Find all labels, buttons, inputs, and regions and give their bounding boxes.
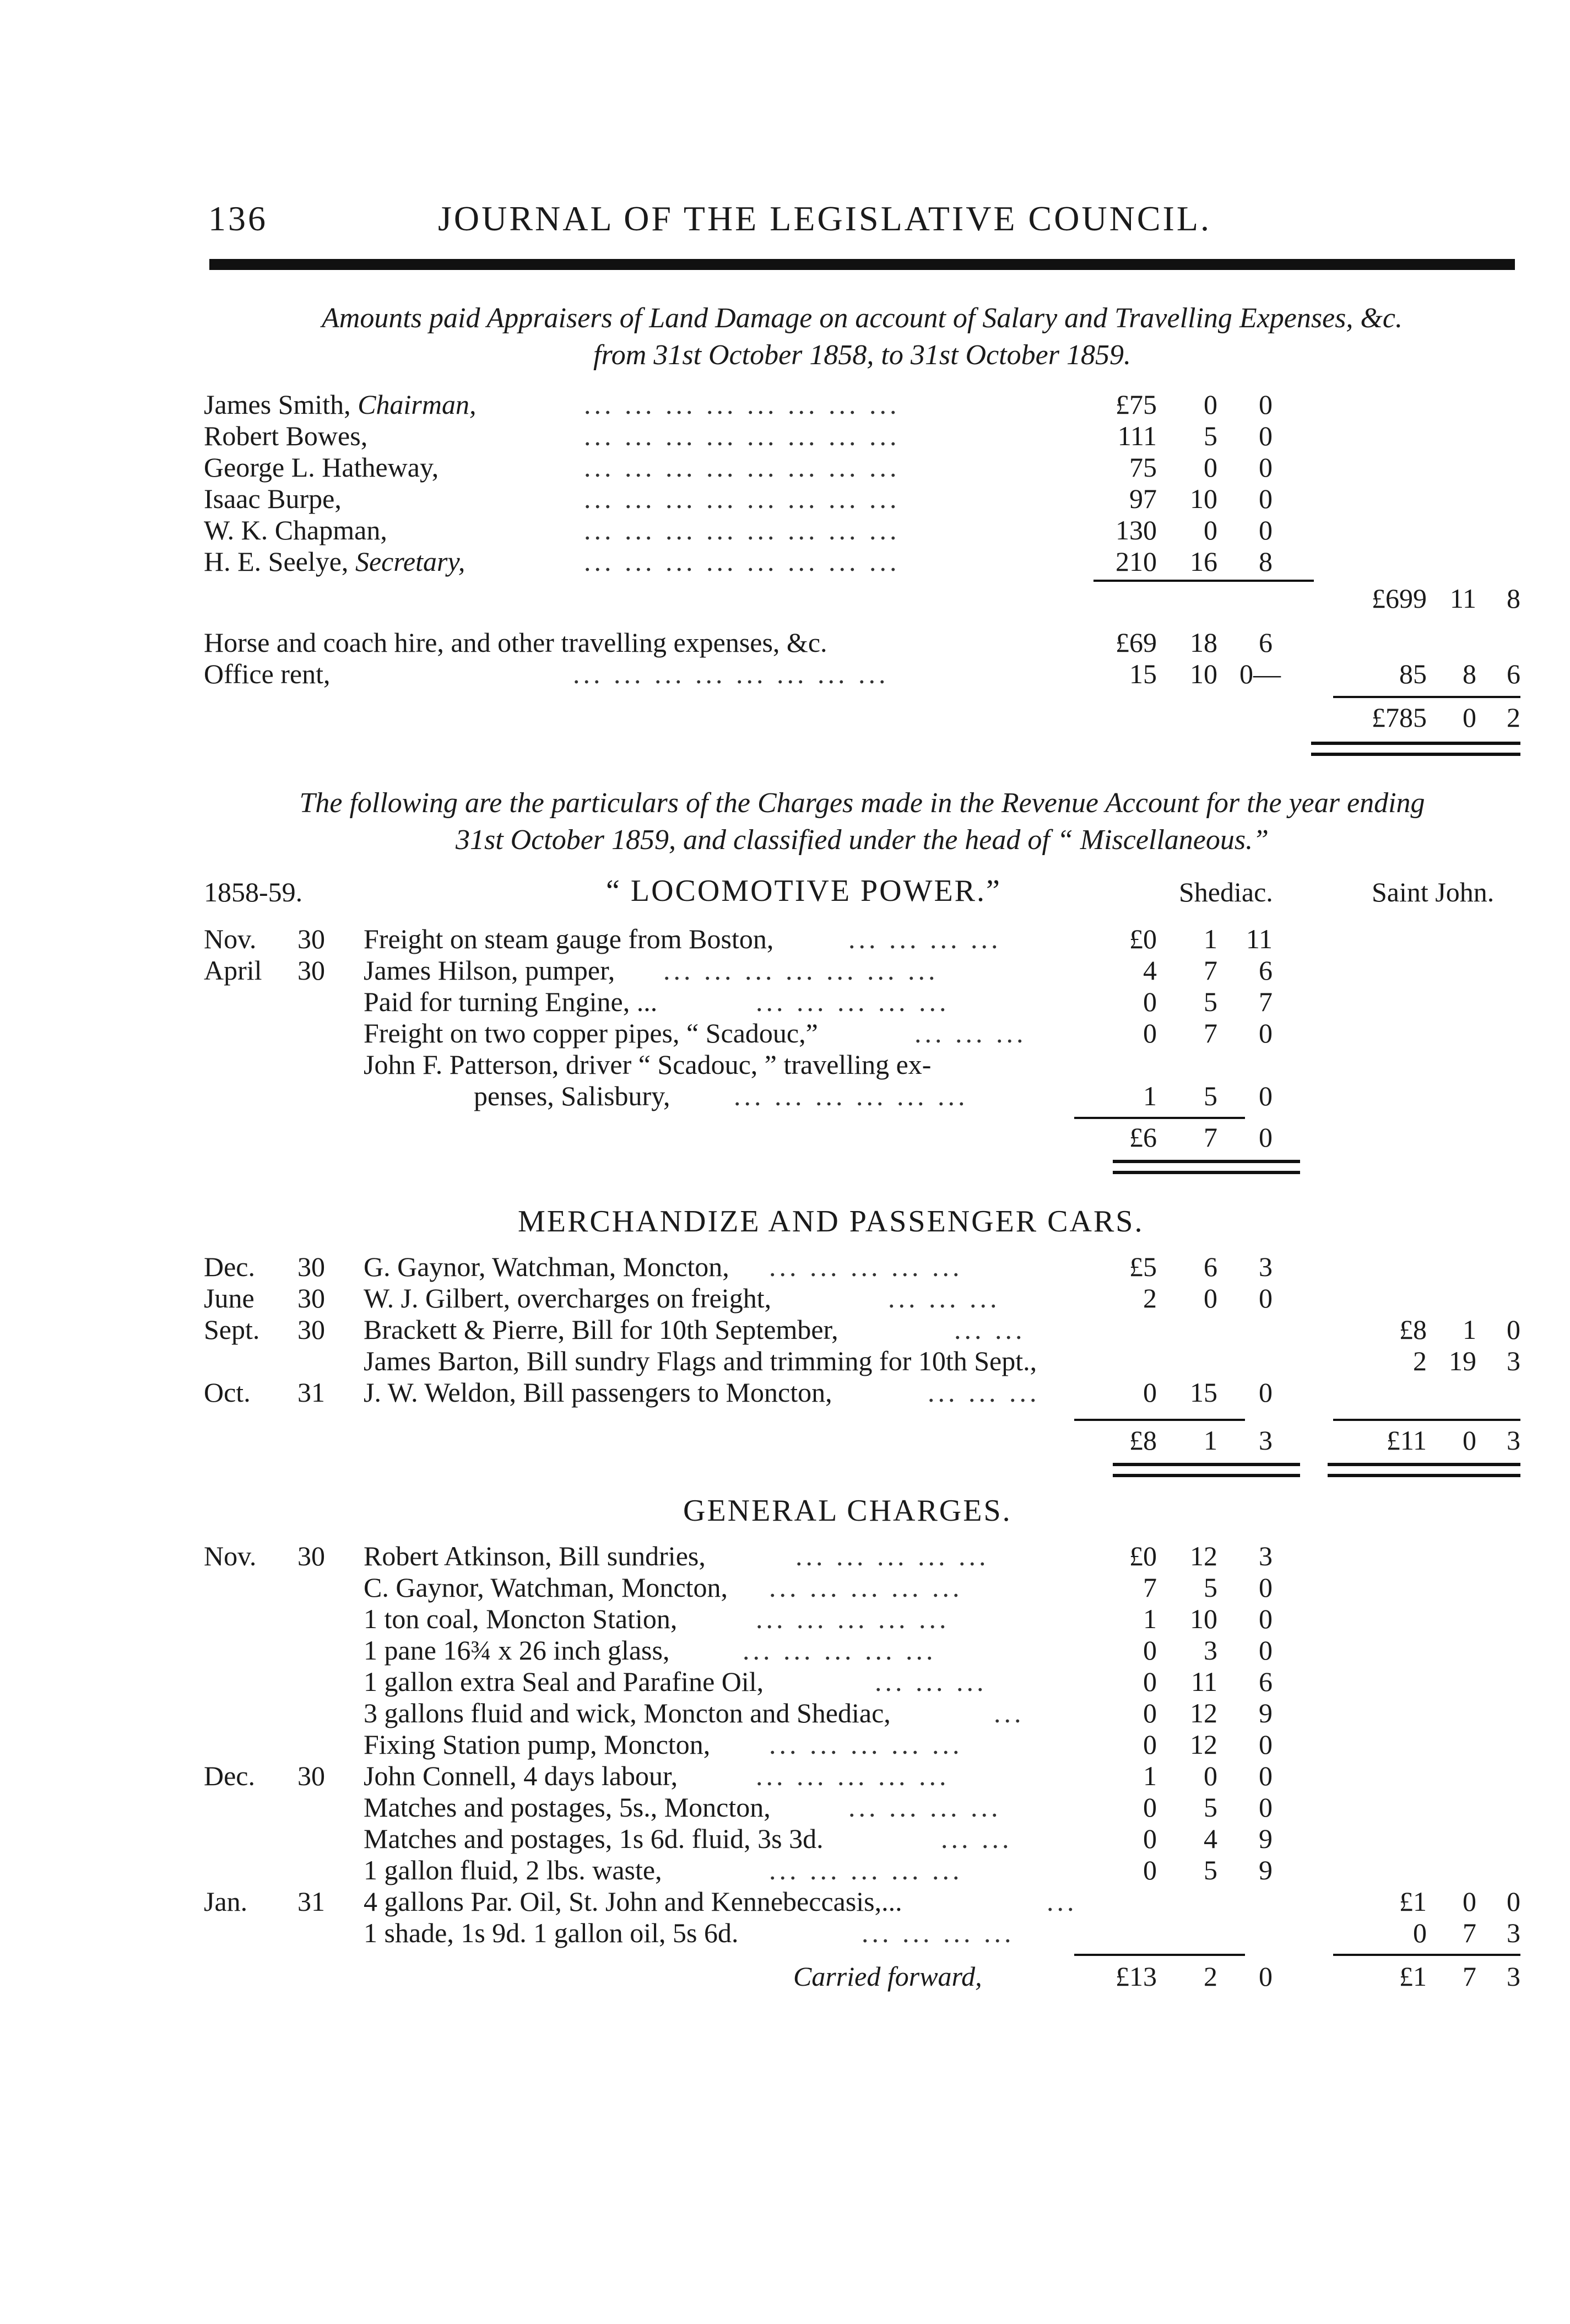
appraisers-total-row	[0, 701, 1570, 733]
leader-dots: ... ... ... ... ...	[756, 1603, 950, 1634]
general-row	[0, 1854, 1570, 1886]
leader-dots: ... ... ... ... ... ... ... ...	[584, 452, 900, 483]
general-heading: GENERAL CHARGES.	[683, 1494, 1012, 1528]
entry-description: 3 gallons fluid and wick, Moncton and Shediac,	[364, 1698, 891, 1728]
entry-description: C. Gaynor, Watchman, Moncton,	[364, 1572, 728, 1603]
amount-pence: 3	[1507, 1425, 1520, 1456]
amount-pence: 0	[1259, 1792, 1273, 1823]
general-row	[0, 1540, 1570, 1572]
entry-day: 31	[297, 1377, 325, 1408]
leader-dots: ... ... ... ... ... ... ... ...	[584, 389, 900, 420]
entry-day: 31	[297, 1886, 325, 1917]
leader-dots: ... ... ... ... ...	[795, 1541, 989, 1571]
amount-shillings: 1	[1204, 923, 1217, 954]
amount-pounds: 111	[1117, 420, 1157, 451]
amount-pence: 6	[1259, 627, 1273, 658]
amount-shillings: 0	[1463, 1886, 1476, 1917]
amount-pence: 0	[1259, 452, 1273, 483]
amount-pence: 3	[1507, 1345, 1520, 1376]
general-row	[0, 1885, 1570, 1917]
amount-shillings: 5	[1204, 1080, 1217, 1111]
expense-name: Office rent,	[204, 658, 331, 689]
merch-double-rule	[1113, 1463, 1300, 1477]
general-total-rule	[1074, 1954, 1245, 1956]
column-shediac: Shediac.	[1179, 877, 1273, 907]
amount-pounds: 0	[1413, 1917, 1427, 1948]
amount-pounds: £8	[1399, 1314, 1427, 1345]
amount-shillings: 10	[1190, 1603, 1217, 1634]
entry-day: 30	[297, 955, 325, 986]
appraiser-name: H. E. Seelye, Secretary,	[204, 546, 465, 577]
amount-pounds: £785	[1372, 702, 1427, 733]
amount-pounds: 0	[1143, 1377, 1157, 1408]
general-row	[0, 1603, 1570, 1635]
amount-pence: 0	[1259, 1018, 1273, 1048]
leader-dots: ... ... ... ... ...	[756, 986, 950, 1017]
amount-pence: 0	[1259, 1603, 1273, 1634]
appraiser-name: Isaac Burpe,	[204, 483, 342, 514]
amount-pence: 0	[1259, 1729, 1273, 1760]
appraiser-row	[0, 451, 1570, 483]
entry-description: Robert Atkinson, Bill sundries,	[364, 1541, 706, 1571]
amount-pence: 0	[1259, 420, 1273, 451]
amount-pence: 0	[1507, 1886, 1520, 1917]
amount-pounds: 85	[1399, 658, 1427, 689]
locomotive-row	[0, 1017, 1570, 1049]
amount-pence: 6	[1507, 658, 1520, 689]
amount-pence: 0	[1259, 389, 1273, 420]
amount-shillings: 5	[1204, 1855, 1217, 1885]
amount-pounds: 2	[1413, 1345, 1427, 1376]
amount-shillings: 12	[1190, 1541, 1217, 1571]
amount-pence: 6	[1259, 1666, 1273, 1697]
amount-pounds: 1	[1143, 1080, 1157, 1111]
appraiser-name: W. K. Chapman,	[204, 515, 387, 545]
amount-pence: 0	[1259, 515, 1273, 545]
leader-dots: ... ... ... ... ... ... ...	[663, 955, 939, 986]
amount-shillings: 19	[1449, 1345, 1476, 1376]
leader-dots: ... ... ... ...	[862, 1917, 1015, 1948]
amount-pounds: £13	[1116, 1961, 1157, 1992]
amount-pounds: 2	[1143, 1283, 1157, 1314]
entry-day: 30	[297, 923, 325, 954]
appraisers-caption-2: from 31st October 1858, to 31st October 1859.	[593, 339, 1131, 371]
amount-pence: 0	[1259, 1080, 1273, 1111]
misc-caption-2: 31st October 1859, and classified under the head of “ Miscellaneous.”	[455, 824, 1269, 856]
amount-shillings: 0	[1204, 515, 1217, 545]
leader-dots: ... ... ... ... ... ... ... ...	[584, 515, 900, 545]
amount-shillings: 10	[1190, 483, 1217, 514]
amount-shillings: 7	[1204, 1122, 1217, 1153]
entry-description: James Hilson, pumper,	[364, 955, 615, 986]
amount-shillings: 11	[1449, 583, 1476, 614]
leader-dots: ... ... ...	[914, 1018, 1027, 1048]
amount-pence: 2	[1507, 702, 1520, 733]
amount-shillings: 0	[1204, 1283, 1217, 1314]
merch-sj-total-rule	[1333, 1419, 1520, 1421]
leader-dots: ... ... ... ... ...	[769, 1251, 963, 1282]
entry-description: G. Gaynor, Watchman, Moncton,	[364, 1251, 729, 1282]
amount-pence: 9	[1259, 1698, 1273, 1728]
leader-dots: ... ... ... ... ... ... ... ...	[584, 483, 900, 514]
amount-pence: 0—	[1239, 658, 1281, 689]
entry-month: Dec.	[204, 1760, 255, 1791]
amount-pounds: £11	[1386, 1425, 1427, 1456]
appraisers-caption-1: Amounts paid Appraisers of Land Damage on account of Salary and Travelling Expenses, &c.	[322, 302, 1403, 334]
locomotive-row	[0, 954, 1570, 986]
amount-shillings: 0	[1463, 702, 1476, 733]
amount-pounds: £1	[1399, 1961, 1427, 1992]
amount-pence: 8	[1507, 583, 1520, 614]
entry-month: Oct.	[204, 1377, 251, 1408]
amount-shillings: 0	[1204, 1760, 1217, 1791]
entry-month: Nov.	[204, 923, 257, 954]
locomotive-row	[0, 1080, 1570, 1112]
amount-pounds: £75	[1116, 389, 1157, 420]
amount-shillings: 6	[1204, 1251, 1217, 1282]
amount-pence: 0	[1507, 1314, 1520, 1345]
locomotive-row	[0, 1048, 1570, 1080]
general-row	[0, 1571, 1570, 1603]
entry-day: 30	[297, 1283, 325, 1314]
entry-description: Brackett & Pierre, Bill for 10th September,	[364, 1314, 838, 1345]
entry-day: 30	[297, 1760, 325, 1791]
amount-pence: 6	[1259, 955, 1273, 986]
entry-description: 1 shade, 1s 9d. 1 gallon oil, 5s 6d.	[364, 1917, 739, 1948]
total-rule	[1333, 696, 1520, 698]
amount-shillings: 10	[1190, 658, 1217, 689]
merch-row	[0, 1251, 1570, 1283]
amount-pounds: 1	[1143, 1603, 1157, 1634]
entry-day: 30	[297, 1541, 325, 1571]
loco-double-rule	[1113, 1160, 1300, 1174]
appraiser-name: Robert Bowes,	[204, 420, 368, 451]
appraiser-name: George L. Hatheway,	[204, 452, 439, 483]
amount-shillings: 5	[1204, 986, 1217, 1017]
amount-shillings: 4	[1204, 1823, 1217, 1854]
amount-pounds: £0	[1129, 923, 1157, 954]
amount-pence: 0	[1259, 483, 1273, 514]
leader-dots: ... ... ... ... ... ... ... ...	[573, 658, 889, 689]
amount-shillings: 5	[1204, 420, 1217, 451]
leader-dots: ... ... ... ... ...	[743, 1635, 936, 1666]
amount-shillings: 7	[1463, 1961, 1476, 1992]
leader-dots: ... ... ... ... ...	[769, 1729, 963, 1760]
leader-dots: ... ... ... ... ...	[769, 1855, 963, 1885]
merch-heading: MERCHANDIZE AND PASSENGER CARS.	[518, 1204, 1144, 1239]
entry-month: Sept.	[204, 1314, 260, 1345]
entry-description: Matches and postages, 5s., Moncton,	[364, 1792, 771, 1823]
carried-forward-row	[0, 1960, 1570, 1992]
amount-shillings: 15	[1190, 1377, 1217, 1408]
general-row	[0, 1728, 1570, 1760]
amount-pounds: £8	[1129, 1425, 1157, 1456]
header-rule	[209, 259, 1515, 270]
amount-pounds: 0	[1143, 986, 1157, 1017]
locomotive-total-row	[0, 1121, 1570, 1153]
appraiser-name: James Smith, Chairman,	[204, 389, 477, 420]
appraiser-role: Chairman,	[358, 389, 477, 420]
entry-day: 30	[297, 1251, 325, 1282]
amount-pounds: 0	[1143, 1729, 1157, 1760]
amount-shillings: 12	[1190, 1698, 1217, 1728]
amount-pounds: £6	[1129, 1122, 1157, 1153]
appraiser-row	[0, 388, 1570, 420]
amount-pounds: £69	[1116, 627, 1157, 658]
merch-row	[0, 1376, 1570, 1408]
amount-pounds: 97	[1129, 483, 1157, 514]
amount-pence: 9	[1259, 1855, 1273, 1885]
amount-pence: 0	[1259, 1122, 1273, 1153]
entry-description: Fixing Station pump, Moncton,	[364, 1729, 711, 1760]
amount-shillings: 8	[1463, 658, 1476, 689]
amount-pounds: 0	[1143, 1018, 1157, 1048]
amount-pence: 9	[1259, 1823, 1273, 1854]
entry-description: W. J. Gilbert, overcharges on freight,	[364, 1283, 772, 1314]
leader-dots: ... ... ... ...	[848, 923, 1001, 954]
general-row	[0, 1917, 1570, 1949]
column-saint-john: Saint John.	[1372, 877, 1495, 907]
merch-sj-double-rule	[1328, 1463, 1520, 1477]
amount-shillings: 7	[1463, 1917, 1476, 1948]
amount-pence: 0	[1259, 1283, 1273, 1314]
amount-shillings: 0	[1204, 452, 1217, 483]
page-number: 136	[208, 199, 268, 238]
misc-caption-1: The following are the particulars of the Charges made in the Revenue Account for the year ending	[299, 787, 1425, 819]
amount-pounds: 0	[1143, 1635, 1157, 1666]
amount-pounds: 0	[1143, 1855, 1157, 1885]
amount-pounds: 75	[1129, 452, 1157, 483]
amount-pence: 3	[1507, 1961, 1520, 1992]
amount-pounds: 0	[1143, 1698, 1157, 1728]
amount-shillings: 0	[1204, 389, 1217, 420]
other-expense-row	[0, 658, 1570, 690]
amount-pounds: 0	[1143, 1792, 1157, 1823]
entry-description: 1 gallon fluid, 2 lbs. waste,	[364, 1855, 662, 1885]
amount-shillings: 16	[1190, 546, 1217, 577]
amount-pounds: £0	[1129, 1541, 1157, 1571]
amount-shillings: 12	[1190, 1729, 1217, 1760]
entry-description: penses, Salisbury,	[474, 1080, 670, 1111]
amount-pence: 0	[1259, 1377, 1273, 1408]
entry-description: John F. Patterson, driver “ Scadouc, ” travelling ex-	[364, 1049, 932, 1080]
merch-total-row	[0, 1424, 1570, 1456]
entry-description: 1 ton coal, Moncton Station,	[364, 1603, 678, 1634]
amount-shillings: 1	[1204, 1425, 1217, 1456]
amount-pence: 0	[1259, 1961, 1273, 1992]
merch-row	[0, 1314, 1570, 1345]
leader-dots: ...	[994, 1698, 1025, 1728]
amount-pence: 3	[1259, 1251, 1273, 1282]
entry-description: John Connell, 4 days labour,	[364, 1760, 678, 1791]
amount-shillings: 5	[1204, 1572, 1217, 1603]
amount-shillings: 7	[1204, 955, 1217, 986]
general-row	[0, 1791, 1570, 1823]
amount-pounds: £1	[1399, 1886, 1427, 1917]
amount-pounds: 0	[1143, 1666, 1157, 1697]
general-row	[0, 1823, 1570, 1855]
entry-description: 1 pane 16¾ x 26 inch glass,	[364, 1635, 670, 1666]
amount-pounds: 0	[1143, 1823, 1157, 1854]
other-expense-row	[0, 626, 1570, 658]
leader-dots: ... ... ... ...	[848, 1792, 1001, 1823]
amount-pounds: 130	[1116, 515, 1157, 545]
amount-pence: 8	[1259, 546, 1273, 577]
entry-description: 4 gallons Par. Oil, St. John and Kennebeccasis,...	[364, 1886, 902, 1917]
amount-pence: 7	[1259, 986, 1273, 1017]
leader-dots: ... ... ... ... ...	[756, 1760, 950, 1791]
amount-pence: 3	[1507, 1917, 1520, 1948]
misc-year: 1858-59.	[204, 877, 303, 907]
leader-dots: ... ... ...	[888, 1283, 1000, 1314]
amount-pence: 0	[1259, 1760, 1273, 1791]
merch-row	[0, 1282, 1570, 1314]
page-title: JOURNAL OF THE LEGISLATIVE COUNCIL.	[438, 199, 1211, 238]
locomotive-heading: “ LOCOMOTIVE POWER.”	[606, 874, 1001, 908]
amount-pounds: 15	[1129, 658, 1157, 689]
amount-pounds: 4	[1143, 955, 1157, 986]
amount-shillings: 7	[1204, 1018, 1217, 1048]
entry-day: 30	[297, 1314, 325, 1345]
amount-pounds: £5	[1129, 1251, 1157, 1282]
loco-total-rule	[1074, 1117, 1245, 1119]
amount-shillings: 5	[1204, 1792, 1217, 1823]
leader-dots: ... ... ... ... ... ... ... ...	[584, 420, 900, 451]
leader-dots: ...	[1047, 1886, 1078, 1917]
amount-shillings: 3	[1204, 1635, 1217, 1666]
entry-description: J. W. Weldon, Bill passengers to Moncton,	[364, 1377, 832, 1408]
entry-description: James Barton, Bill sundry Flags and trimming for 10th Sept.,	[364, 1345, 1037, 1376]
appraiser-role: Secretary,	[355, 546, 465, 577]
entry-description: Matches and postages, 1s 6d. fluid, 3s 3d.	[364, 1823, 824, 1854]
entry-month: April	[204, 955, 262, 986]
entry-month: June	[204, 1283, 255, 1314]
appraiser-row	[0, 483, 1570, 515]
leader-dots: ... ... ...	[875, 1666, 987, 1697]
amount-pence: 0	[1259, 1572, 1273, 1603]
general-row	[0, 1634, 1570, 1666]
general-row	[0, 1697, 1570, 1729]
amount-pence: 11	[1246, 923, 1273, 954]
amount-shillings: 1	[1463, 1314, 1476, 1345]
amount-pence: 3	[1259, 1425, 1273, 1456]
leader-dots: ... ...	[954, 1314, 1026, 1345]
entry-description: Freight on two copper pipes, “ Scadouc,”	[364, 1018, 818, 1048]
amount-pounds: 1	[1143, 1760, 1157, 1791]
entry-month: Dec.	[204, 1251, 255, 1282]
amount-pence: 0	[1259, 1635, 1273, 1666]
amount-shillings: 11	[1190, 1666, 1217, 1697]
appraiser-row	[0, 514, 1570, 546]
subtotal-rule	[1093, 580, 1314, 582]
general-sj-total-rule	[1333, 1954, 1520, 1956]
entry-month: Nov.	[204, 1541, 257, 1571]
appraisers-subtotal-row	[0, 582, 1570, 614]
entry-description: Freight on steam gauge from Boston,	[364, 923, 774, 954]
amount-pounds: £699	[1372, 583, 1427, 614]
amount-shillings: 18	[1190, 627, 1217, 658]
expense-name: Horse and coach hire, and other travelling expenses, &c.	[204, 627, 827, 658]
leader-dots: ... ... ...	[928, 1377, 1040, 1408]
leader-dots: ... ... ... ... ... ...	[734, 1080, 968, 1111]
leader-dots: ... ...	[941, 1823, 1013, 1854]
amount-pounds: 210	[1116, 546, 1157, 577]
locomotive-row	[0, 986, 1570, 1018]
amount-pounds: 7	[1143, 1572, 1157, 1603]
appraiser-row	[0, 420, 1570, 452]
amount-pence: 3	[1259, 1541, 1273, 1571]
merch-total-rule	[1074, 1419, 1245, 1421]
locomotive-row	[0, 923, 1570, 955]
entry-description: Paid for turning Engine, ...	[364, 986, 658, 1017]
entry-month: Jan.	[204, 1886, 248, 1917]
carried-forward-label: Carried forward,	[793, 1961, 982, 1992]
leader-dots: ... ... ... ... ...	[769, 1572, 963, 1603]
amount-shillings: 2	[1204, 1961, 1217, 1992]
general-row	[0, 1666, 1570, 1698]
appraiser-row	[0, 545, 1570, 577]
entry-description: 1 gallon extra Seal and Parafine Oil,	[364, 1666, 764, 1697]
general-row	[0, 1760, 1570, 1792]
total-double-rule	[1311, 742, 1520, 756]
amount-shillings: 0	[1463, 1425, 1476, 1456]
leader-dots: ... ... ... ... ... ... ... ...	[584, 546, 900, 577]
merch-row	[0, 1345, 1570, 1377]
